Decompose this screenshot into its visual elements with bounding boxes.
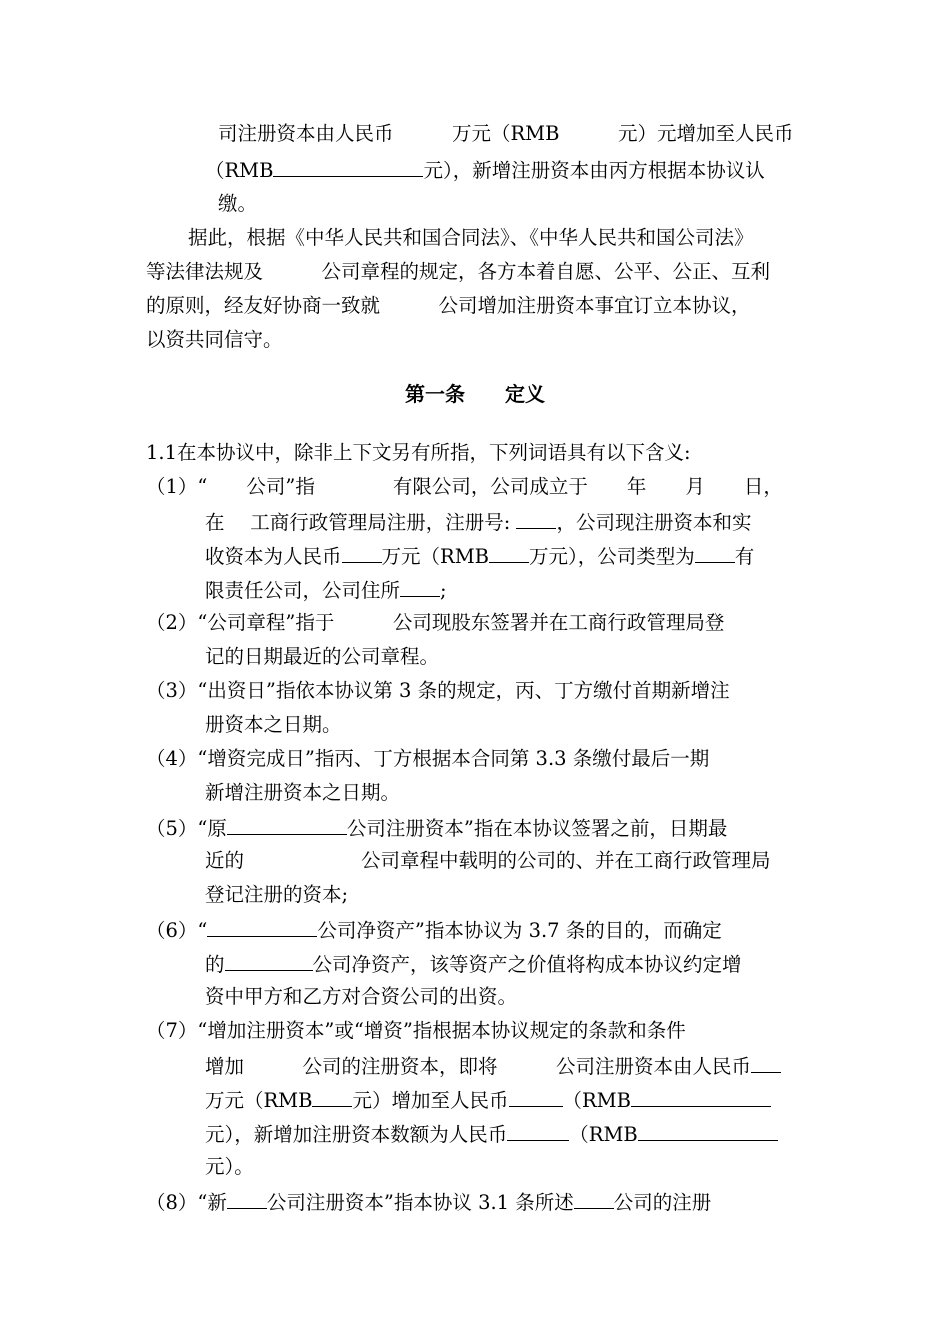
- blank-underline: [225, 950, 313, 971]
- blank-underline: [574, 1188, 614, 1209]
- list-item: （8）“新 公司注册资本”指本协议 3.1 条所述 公司的注册: [146, 1188, 711, 1214]
- blank-underline: [751, 1052, 781, 1073]
- item-number: （2）: [146, 611, 198, 634]
- article-heading: 第一条 定义: [405, 382, 545, 406]
- blank-underline: [207, 916, 317, 937]
- list-item-cont: 元）。: [205, 1155, 254, 1178]
- list-item-cont: 记的日期最近的公司章程。: [205, 645, 440, 668]
- list-item-cont: 限责任公司，公司住所 ;: [205, 576, 447, 602]
- list-item: （6）“ 公司净资产”指本协议为 3.7 条的目的，而确定: [146, 916, 722, 942]
- item-number: （1）: [146, 475, 198, 498]
- item-number: （6）: [146, 919, 198, 942]
- list-item-cont: 万元（RMB 元）增加至人民币 （RMB: [205, 1086, 771, 1112]
- list-item: （4）“增资完成日”指丙、丁方根据本合同第 3.3 条缴付最后一期: [146, 747, 710, 770]
- item-number: （7）: [146, 1019, 198, 1042]
- list-item-cont: 册资本之日期。: [205, 713, 342, 736]
- item-number: （5）: [146, 817, 198, 840]
- blank-underline: [509, 1086, 563, 1107]
- list-item-cont: 新增注册资本之日期。: [205, 781, 401, 804]
- blank-underline: [227, 814, 347, 835]
- blank-underline: [273, 156, 423, 177]
- clause-1-1-intro: 1.1在本协议中，除非上下文另有所指，下列词语具有以下含义:: [146, 441, 691, 464]
- blank-underline: [631, 1086, 771, 1107]
- intro-line-6: 的原则，经友好协商一致就 公司增加注册资本事宜订立本协议，: [146, 294, 751, 317]
- list-item-cont: 的 公司净资产，该等资产之价值将构成本协议约定增: [205, 950, 742, 976]
- intro-line-4: 据此，根据《中华人民共和国合同法》、《中华人民共和国公司法》: [188, 226, 754, 249]
- intro-line-1: 司注册资本由人民币 万元（RMB 元）元增加至人民币: [218, 122, 794, 145]
- item-number: （8）: [146, 1191, 198, 1214]
- list-item: （5）“原 公司注册资本”指在本协议签署之前，日期最: [146, 814, 727, 840]
- list-item: （7）“增加注册资本”或“增资”指根据本协议规定的条款和条件: [146, 1019, 686, 1042]
- list-item-cont: 近的 公司章程中载明的公司的、并在工商行政管理局: [205, 849, 771, 872]
- blank-underline: [227, 1188, 267, 1209]
- intro-line-7: 以资共同信守。: [146, 328, 283, 351]
- blank-underline: [312, 1086, 352, 1107]
- blank-underline: [638, 1120, 778, 1141]
- blank-underline: [516, 508, 556, 529]
- list-item-cont: 资中甲方和乙方对合资公司的出资。: [205, 985, 518, 1008]
- list-item-cont: 元），新增加注册资本数额为人民币 （RMB: [205, 1120, 778, 1146]
- list-item-cont: 登记注册的资本;: [205, 883, 349, 906]
- list-item: （2）“公司章程”指于 公司现股东签署并在工商行政管理局登: [146, 611, 725, 634]
- list-item-cont: 收资本为人民币 万元（RMB 万元），公司类型为 有: [205, 542, 754, 568]
- blank-underline: [695, 542, 735, 563]
- intro-line-5: 等法律法规及 公司章程的规定，各方本着自愿、公平、公正、互利: [146, 260, 771, 283]
- intro-line-2: （RMB 元），新增注册资本由丙方根据本协议认: [205, 156, 765, 182]
- blank-underline: [507, 1120, 569, 1141]
- item-number: （3）: [146, 679, 198, 702]
- intro-line-3: 缴。: [218, 192, 258, 215]
- list-item: （3）“出资日”指依本协议第 3 条的规定，丙、丁方缴付首期新增注: [146, 679, 730, 702]
- item-number: （4）: [146, 747, 198, 770]
- list-item-cont: 增加 公司的注册资本，即将 公司注册资本由人民币: [205, 1052, 781, 1078]
- blank-underline: [489, 542, 529, 563]
- list-item: （1）“ 公司”指 有限公司，公司成立于 年 月 日，: [146, 475, 783, 498]
- blank-underline: [342, 542, 382, 563]
- blank-underline: [400, 576, 440, 597]
- list-item-cont: 在 工商行政管理局注册，注册号: ，公司现注册资本和实: [205, 508, 751, 534]
